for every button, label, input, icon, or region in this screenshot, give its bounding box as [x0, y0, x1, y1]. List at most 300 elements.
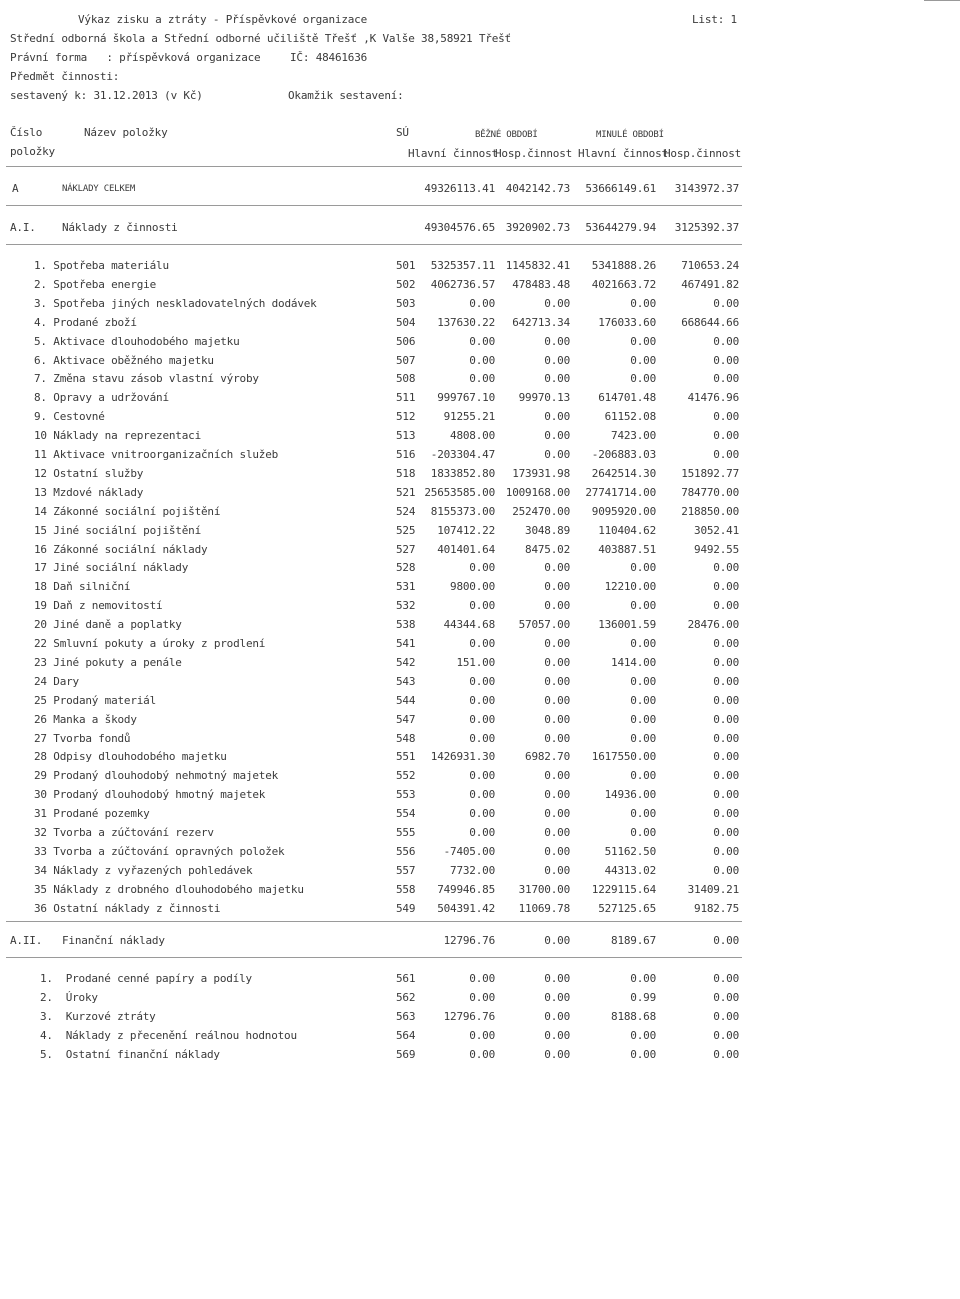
item-previous-main: 44313.02 — [604, 863, 656, 877]
col-name: Název položky — [84, 126, 168, 139]
table-row — [0, 1029, 960, 1048]
table-row — [0, 864, 960, 883]
item-current-econ: 478483.48 — [512, 277, 570, 291]
item-name: 19 Daň z nemovitostí — [34, 599, 163, 613]
item-name: 26 Manka a škody — [34, 712, 137, 726]
item-current-main: 0.00 — [469, 1047, 495, 1061]
item-previous-main: 8188.68 — [611, 1009, 656, 1023]
item-name: 3. Kurzové ztráty — [40, 1009, 156, 1023]
item-previous-main: 0.00 — [630, 296, 656, 310]
item-previous-main: 0.00 — [630, 693, 656, 707]
item-current-econ: 0.00 — [544, 769, 570, 783]
section-c2: 0.00 — [544, 934, 570, 947]
item-previous-econ: 3052.41 — [694, 523, 739, 537]
item-current-econ: 0.00 — [544, 693, 570, 707]
table-row — [0, 410, 960, 429]
item-account: 552 — [396, 769, 416, 783]
section-financial-divider — [6, 957, 742, 958]
item-previous-econ: 0.00 — [713, 863, 739, 877]
item-previous-main: 27741714.00 — [585, 485, 656, 499]
item-previous-econ: 0.00 — [713, 826, 739, 839]
page-label: List: 1 — [692, 13, 737, 26]
table-row — [0, 448, 960, 467]
item-previous-main: 0.00 — [630, 972, 656, 985]
item-name: 30 Prodaný dlouhodobý hmotný majetek — [34, 788, 266, 802]
item-account: 558 — [396, 882, 416, 896]
item-previous-econ: 0.00 — [713, 807, 739, 821]
item-previous-main: 1414.00 — [611, 655, 656, 669]
table-row — [0, 788, 960, 807]
item-previous-main: 7423.00 — [611, 429, 656, 443]
item-account: 564 — [396, 1028, 416, 1042]
item-previous-econ: 0.00 — [713, 1028, 739, 1042]
item-account: 524 — [396, 504, 416, 518]
table-row — [0, 354, 960, 373]
col-previous-period: MINULÉ OBDOBÍ — [596, 130, 664, 140]
item-name: 22 Smluvní pokuty a úroky z prodlení — [34, 637, 266, 650]
item-current-main: 0.00 — [469, 712, 495, 726]
col-current-period: BĚŽNÉ OBDOBÍ — [475, 130, 538, 140]
item-name: 5. Ostatní finanční náklady — [40, 1047, 220, 1061]
item-current-econ: 0.00 — [544, 580, 570, 594]
item-previous-econ: 218850.00 — [681, 504, 739, 518]
item-previous-econ: 784770.00 — [681, 485, 739, 499]
activity-label: Předmět činnosti: — [10, 70, 120, 83]
item-account: 521 — [396, 485, 416, 499]
item-account: 544 — [396, 693, 416, 707]
table-row — [0, 543, 960, 562]
item-name: 18 Daň silniční — [34, 580, 131, 594]
item-name: 33 Tvorba a zúčtování opravných položek — [34, 844, 285, 858]
table-row — [0, 391, 960, 410]
item-name: 1. Prodané cenné papíry a podíly — [40, 972, 252, 985]
item-name: 2. Spotřeba energie — [34, 277, 157, 291]
item-previous-main: 110404.62 — [598, 523, 656, 537]
item-previous-main: 614701.48 — [598, 391, 656, 405]
item-current-main: 0.00 — [469, 637, 495, 650]
section-c3: 8189.67 — [611, 934, 656, 947]
item-previous-main: 0.00 — [630, 1028, 656, 1042]
item-previous-econ: 41476.96 — [687, 391, 739, 405]
item-account: 507 — [396, 353, 416, 367]
item-previous-main: 2642514.30 — [591, 466, 656, 480]
item-previous-main: -206883.03 — [591, 448, 656, 461]
item-previous-main: 0.00 — [630, 599, 656, 613]
item-current-econ: 0.00 — [544, 844, 570, 858]
item-previous-main: 0.00 — [630, 826, 656, 839]
item-account: 511 — [396, 391, 416, 405]
item-account: 508 — [396, 372, 416, 386]
item-name: 7. Změna stavu zásob vlastní výroby — [34, 372, 259, 386]
table-row — [0, 883, 960, 902]
item-current-econ: 0.00 — [544, 410, 570, 424]
item-current-main: 151.00 — [456, 655, 495, 669]
item-previous-econ: 0.00 — [713, 972, 739, 985]
item-previous-main: 0.00 — [630, 712, 656, 726]
page-corner-mark — [924, 0, 960, 7]
item-account: 563 — [396, 1009, 416, 1023]
table-row — [0, 372, 960, 391]
item-previous-econ: 0.00 — [713, 410, 739, 424]
item-current-main: 504391.42 — [437, 901, 495, 915]
report-title: Výkaz zisku a ztráty - Příspěvkové organizace — [78, 13, 368, 26]
section-c1: 49304576.65 — [424, 221, 495, 234]
item-current-main: 0.00 — [469, 296, 495, 310]
item-account: 556 — [396, 844, 416, 858]
item-name: 8. Opravy a udržování — [34, 391, 169, 405]
table-row — [0, 524, 960, 543]
item-account: 506 — [396, 334, 416, 348]
item-name: 13 Mzdové náklady — [34, 485, 144, 499]
item-previous-econ: 0.00 — [713, 448, 739, 461]
item-name: 15 Jiné sociální pojištění — [34, 523, 201, 537]
item-name: 4. Náklady z přecenění reálnou hodnotou — [40, 1028, 297, 1042]
item-current-econ: 0.00 — [544, 334, 570, 348]
item-account: 525 — [396, 523, 416, 537]
item-current-econ: 0.00 — [544, 826, 570, 839]
item-current-main: 0.00 — [469, 599, 495, 613]
item-previous-main: 9095920.00 — [591, 504, 656, 518]
item-name: 25 Prodaný materiál — [34, 693, 157, 707]
total-c2: 4042142.73 — [505, 182, 570, 195]
item-current-main: 749946.85 — [437, 882, 495, 896]
item-account: 518 — [396, 466, 416, 480]
item-current-main: 0.00 — [469, 353, 495, 367]
item-previous-main: 1229115.64 — [591, 882, 656, 896]
item-previous-econ: 0.00 — [713, 693, 739, 707]
item-current-econ: 0.00 — [544, 372, 570, 386]
item-current-main: 0.00 — [469, 561, 495, 575]
item-current-econ: 0.00 — [544, 807, 570, 821]
table-row — [0, 1048, 960, 1067]
table-row — [0, 713, 960, 732]
item-account: 542 — [396, 655, 416, 669]
item-account: 502 — [396, 277, 416, 291]
item-current-econ: 0.00 — [544, 637, 570, 650]
item-previous-econ: 28476.00 — [687, 618, 739, 632]
item-current-econ: 1145832.41 — [505, 259, 570, 272]
item-name: 5. Aktivace dlouhodobého majetku — [34, 334, 240, 348]
section-c2: 3920902.73 — [505, 221, 570, 234]
item-previous-econ: 0.00 — [713, 561, 739, 575]
item-current-main: 0.00 — [469, 693, 495, 707]
item-previous-econ: 710653.24 — [681, 259, 739, 272]
item-previous-econ: 0.00 — [713, 1047, 739, 1061]
item-account: 501 — [396, 259, 416, 272]
item-name: 27 Tvorba fondů — [34, 731, 131, 745]
item-current-econ: 0.00 — [544, 353, 570, 367]
item-name: 9. Cestovné — [34, 410, 105, 424]
legal-form: Právní forma : příspěvková organizace — [10, 51, 261, 64]
table-row — [0, 599, 960, 618]
item-account: 531 — [396, 580, 416, 594]
table-row — [0, 750, 960, 769]
item-current-main: 9800.00 — [450, 580, 495, 594]
table-row — [0, 732, 960, 751]
table-row — [0, 561, 960, 580]
item-account: 504 — [396, 315, 416, 329]
item-name: 28 Odpisy dlouhodobého majetku — [34, 750, 227, 764]
item-current-econ: 8475.02 — [525, 542, 570, 556]
table-row — [0, 429, 960, 448]
item-previous-econ: 0.00 — [713, 1009, 739, 1023]
section-code: A.II. — [10, 934, 43, 947]
item-current-econ: 0.00 — [544, 561, 570, 575]
item-previous-main: 0.00 — [630, 674, 656, 688]
table-row — [0, 505, 960, 524]
item-account: 549 — [396, 901, 416, 915]
item-current-main: 0.00 — [469, 769, 495, 783]
item-current-main: 137630.22 — [437, 315, 495, 329]
item-name: 16 Zákonné sociální náklady — [34, 542, 208, 556]
item-previous-econ: 0.00 — [713, 372, 739, 386]
item-name: 34 Náklady z vyřazených pohledávek — [34, 863, 253, 877]
header-divider — [6, 166, 742, 167]
item-previous-econ: 0.00 — [713, 674, 739, 688]
item-account: 557 — [396, 863, 416, 877]
item-previous-main: 176033.60 — [598, 315, 656, 329]
item-name: 2. Úroky — [40, 990, 98, 1004]
table-row — [0, 807, 960, 826]
item-previous-main: 0.00 — [630, 731, 656, 745]
item-name: 29 Prodaný dlouhodobý nehmotný majetek — [34, 769, 279, 783]
item-current-econ: 0.00 — [544, 972, 570, 985]
table-row — [0, 902, 960, 921]
item-current-main: 91255.21 — [443, 410, 495, 424]
table-row — [0, 991, 960, 1010]
total-c1: 49326113.41 — [424, 182, 495, 195]
total-c4: 3143972.37 — [674, 182, 739, 195]
col-su: SÚ — [396, 126, 409, 139]
col-number-l1: Číslo — [10, 126, 43, 139]
item-previous-main: 61152.08 — [604, 410, 656, 424]
item-account: 538 — [396, 618, 416, 632]
item-current-main: 25653585.00 — [424, 485, 495, 499]
moment-label: Okamžik sestavení: — [288, 89, 404, 102]
table-row — [0, 618, 960, 637]
table-row — [0, 335, 960, 354]
item-current-main: 0.00 — [469, 826, 495, 839]
item-current-main: 4808.00 — [450, 429, 495, 443]
item-current-econ: 0.00 — [544, 448, 570, 461]
item-current-main: 1426931.30 — [430, 750, 495, 764]
section-code: A.I. — [10, 221, 36, 234]
item-account: 543 — [396, 674, 416, 688]
section-operating — [0, 221, 960, 240]
item-previous-econ: 9492.55 — [694, 542, 739, 556]
item-current-econ: 57057.00 — [518, 618, 570, 632]
item-account: 512 — [396, 410, 416, 424]
item-previous-econ: 0.00 — [713, 353, 739, 367]
item-name: 3. Spotřeba jiných neskladovatelných dodávek — [34, 296, 317, 310]
item-previous-econ: 0.00 — [713, 750, 739, 764]
table-row — [0, 486, 960, 505]
item-previous-econ: 467491.82 — [681, 277, 739, 291]
item-current-econ: 0.00 — [544, 674, 570, 688]
item-name: 4. Prodané zboží — [34, 315, 137, 329]
table-row — [0, 297, 960, 316]
item-previous-econ: 0.00 — [713, 990, 739, 1004]
total-name: NÁKLADY CELKEM — [62, 184, 136, 194]
section-c1: 12796.76 — [443, 934, 495, 947]
item-previous-main: 0.00 — [630, 561, 656, 575]
item-previous-main: 0.00 — [630, 807, 656, 821]
item-current-econ: 6982.70 — [525, 750, 570, 764]
table-row — [0, 675, 960, 694]
table-row — [0, 316, 960, 335]
item-account: 527 — [396, 542, 416, 556]
item-name: 36 Ostatní náklady z činnosti — [34, 901, 221, 915]
section-finance-top-divider — [6, 921, 742, 922]
item-current-main: 0.00 — [469, 372, 495, 386]
item-current-main: 5325357.11 — [430, 259, 495, 272]
item-previous-econ: 0.00 — [713, 731, 739, 745]
table-row — [0, 259, 960, 278]
section-c4: 0.00 — [713, 934, 739, 947]
item-previous-main: 51162.50 — [604, 844, 656, 858]
item-current-econ: 0.00 — [544, 599, 570, 613]
item-account: 569 — [396, 1047, 416, 1061]
item-previous-main: 136001.59 — [598, 618, 656, 632]
col-econ-previous: Hosp.činnost — [664, 147, 742, 160]
item-current-main: 999767.10 — [437, 391, 495, 405]
item-previous-main: 0.99 — [630, 990, 656, 1004]
item-current-main: 12796.76 — [443, 1009, 495, 1023]
item-name: 31 Prodané pozemky — [34, 807, 150, 821]
item-current-econ: 0.00 — [544, 296, 570, 310]
section-name: Náklady z činnosti — [62, 221, 178, 234]
item-previous-econ: 0.00 — [713, 637, 739, 650]
item-current-main: 0.00 — [469, 990, 495, 1004]
item-current-econ: 0.00 — [544, 863, 570, 877]
item-name: 12 Ostatní služby — [34, 466, 144, 480]
total-code: A — [12, 182, 19, 195]
item-previous-main: 0.00 — [630, 372, 656, 386]
item-name: 6. Aktivace oběžného majetku — [34, 353, 214, 367]
table-row — [0, 972, 960, 991]
item-current-main: 0.00 — [469, 334, 495, 348]
item-previous-main: 527125.65 — [598, 901, 656, 915]
item-account: 513 — [396, 429, 416, 443]
item-current-main: 107412.22 — [437, 523, 495, 537]
col-number-l2: položky — [10, 145, 55, 158]
item-current-econ: 0.00 — [544, 1047, 570, 1061]
table-row — [0, 1010, 960, 1029]
item-account: 528 — [396, 561, 416, 575]
compiled-at: sestavený k: 31.12.2013 (v Kč) — [10, 89, 203, 102]
item-name: 1. Spotřeba materiálu — [34, 259, 169, 272]
item-current-main: 4062736.57 — [430, 277, 495, 291]
item-account: 562 — [396, 990, 416, 1004]
item-account: 532 — [396, 599, 416, 613]
item-current-main: 8155373.00 — [430, 504, 495, 518]
item-previous-econ: 0.00 — [713, 769, 739, 783]
item-previous-econ: 0.00 — [713, 334, 739, 348]
item-previous-econ: 0.00 — [713, 788, 739, 802]
item-previous-main: 14936.00 — [604, 788, 656, 802]
item-name: 23 Jiné pokuty a penále — [34, 655, 182, 669]
item-previous-main: 0.00 — [630, 334, 656, 348]
section-name: Finanční náklady — [62, 934, 165, 947]
item-previous-econ: 0.00 — [713, 429, 739, 443]
total-row — [0, 182, 960, 201]
item-account: 516 — [396, 448, 416, 461]
ico: IČ: 48461636 — [290, 51, 368, 64]
table-row — [0, 637, 960, 656]
section-c3: 53644279.94 — [585, 221, 656, 234]
item-account: 547 — [396, 712, 416, 726]
item-account: 555 — [396, 826, 416, 839]
item-previous-main: 0.00 — [630, 769, 656, 783]
col-main-previous: Hlavní činnost — [578, 147, 668, 160]
item-current-econ: 642713.34 — [512, 315, 570, 329]
table-row — [0, 826, 960, 845]
table-row — [0, 769, 960, 788]
item-current-main: -203304.47 — [430, 448, 495, 461]
section-operating-divider — [6, 244, 742, 245]
item-account: 554 — [396, 807, 416, 821]
item-current-econ: 0.00 — [544, 429, 570, 443]
item-previous-econ: 9182.75 — [694, 901, 739, 915]
item-current-econ: 0.00 — [544, 788, 570, 802]
section-c4: 3125392.37 — [674, 221, 739, 234]
item-current-main: 0.00 — [469, 674, 495, 688]
item-name: 20 Jiné daně a poplatky — [34, 618, 182, 632]
item-previous-main: 5341888.26 — [591, 259, 656, 272]
item-account: 541 — [396, 637, 416, 650]
item-current-main: 0.00 — [469, 1028, 495, 1042]
item-name: 32 Tvorba a zúčtování rezerv — [34, 826, 214, 839]
item-current-econ: 11069.78 — [518, 901, 570, 915]
item-previous-main: 0.00 — [630, 1047, 656, 1061]
item-previous-econ: 31409.21 — [687, 882, 739, 896]
item-current-econ: 173931.98 — [512, 466, 570, 480]
item-account: 548 — [396, 731, 416, 745]
item-current-econ: 3048.89 — [525, 523, 570, 537]
table-row — [0, 694, 960, 713]
item-name: 35 Náklady z drobného dlouhodobého majetku — [34, 882, 304, 896]
item-current-econ: 0.00 — [544, 1009, 570, 1023]
item-current-econ: 1009168.00 — [505, 485, 570, 499]
table-row — [0, 845, 960, 864]
item-name: 14 Zákonné sociální pojištění — [34, 504, 221, 518]
item-current-main: 1833852.80 — [430, 466, 495, 480]
item-current-econ: 0.00 — [544, 712, 570, 726]
item-account: 551 — [396, 750, 416, 764]
col-econ-current: Hosp.činnost — [495, 147, 573, 160]
item-account: 561 — [396, 972, 416, 985]
table-row — [0, 656, 960, 675]
table-row — [0, 278, 960, 297]
item-previous-econ: 0.00 — [713, 580, 739, 594]
item-previous-main: 12210.00 — [604, 580, 656, 594]
item-current-econ: 0.00 — [544, 1028, 570, 1042]
table-row — [0, 580, 960, 599]
section-financial — [0, 934, 960, 953]
item-current-econ: 0.00 — [544, 731, 570, 745]
table-row — [0, 467, 960, 486]
item-previous-econ: 0.00 — [713, 296, 739, 310]
item-name: 10 Náklady na reprezentaci — [34, 429, 201, 443]
item-previous-econ: 0.00 — [713, 655, 739, 669]
item-previous-econ: 0.00 — [713, 712, 739, 726]
item-name: 24 Dary — [34, 674, 79, 688]
item-current-econ: 99970.13 — [518, 391, 570, 405]
item-previous-econ: 668644.66 — [681, 315, 739, 329]
item-name: 17 Jiné sociální náklady — [34, 561, 189, 575]
item-current-main: 44344.68 — [443, 618, 495, 632]
item-current-econ: 0.00 — [544, 990, 570, 1004]
